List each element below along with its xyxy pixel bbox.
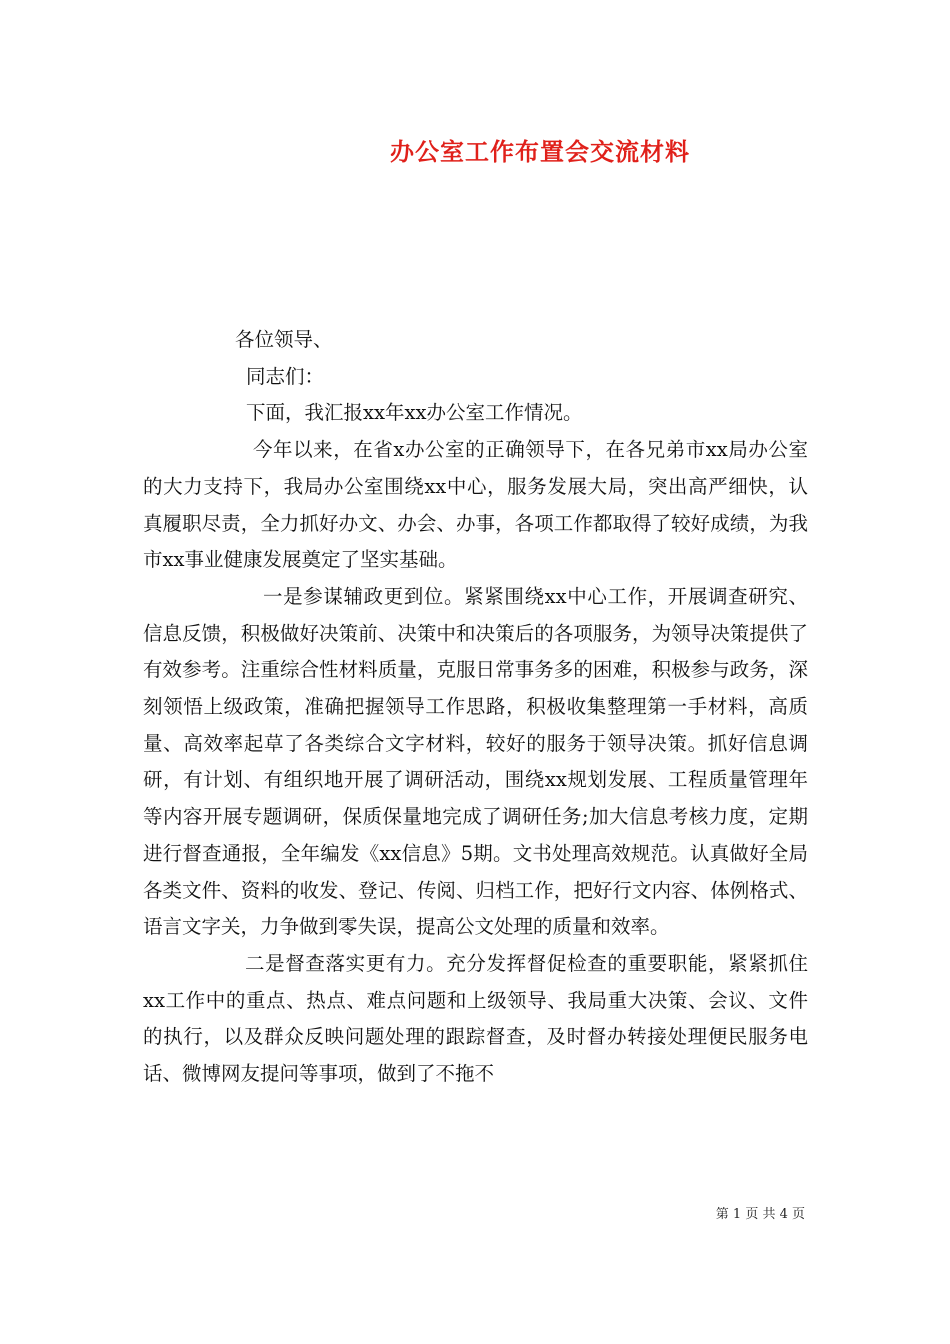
salutation-leaders: 各位领导、: [235, 328, 333, 351]
paragraph-advisory: 一是参谋辅政更到位。紧紧围绕xx中心工作，开展调查研究、信息反馈，积极做好决策前、决策中和决策后的各项服务，为领导决策提供了有效参考。注重综合性材料质量，克服日常事务多的困难，积极参与政务，深刻领悟上级政策，准确把握领导工作思路，积极收集整理第一手材料，高质量、高效率起草了各类综合文字材料，较好的服务于领导决策。抓好信息调研，有计划、有组织地开展了调研活动，围绕xx规划发展、工程质量管理年等内容开展专题调研，保质保量地完成了调研任务;加大信息考核力度，定期进行督查通报，全年编发《xx信息》5期。文书处理高效规范。认真做好全局各类文件、资料的收发、登记、传阅、归档工作，把好行文内容、体例格式、语言文字关，力争做到零失误，提高公文处理的质量和效率。: [143, 584, 808, 939]
intro-paragraph: 下面，我汇报xx年xx办公室工作情况。: [246, 401, 583, 425]
page-number: 第 1 页 共 4 页: [715, 1207, 805, 1222]
document-body: [143, 322, 808, 1093]
document-title: 办公室工作布置会交流材料: [390, 137, 690, 166]
salutation-comrades: 同志们：: [246, 364, 325, 388]
paragraph-supervision: 二是督查落实更有力。充分发挥督促检查的重要职能，紧紧抓住xx工作中的重点、热点、难点问题和上级领导、我局重大决策、会议、文件的执行，以及群众反映问题处理的跟踪督查，及时督办转接处理便民服务电话、微博网友提问等事项，做到了不拖不: [143, 951, 808, 1086]
paragraph-overview: 今年以来，在省x办公室的正确领导下，在各兄弟市xx局办公室的大力支持下，我局办公室围绕xx中心，服务发展大局，突出高严细快，认真履职尽责，全力抓好办文、办会、办事，各项工作都取得了较好成绩，为我市xx事业健康发展奠定了坚实基础。: [143, 438, 808, 572]
